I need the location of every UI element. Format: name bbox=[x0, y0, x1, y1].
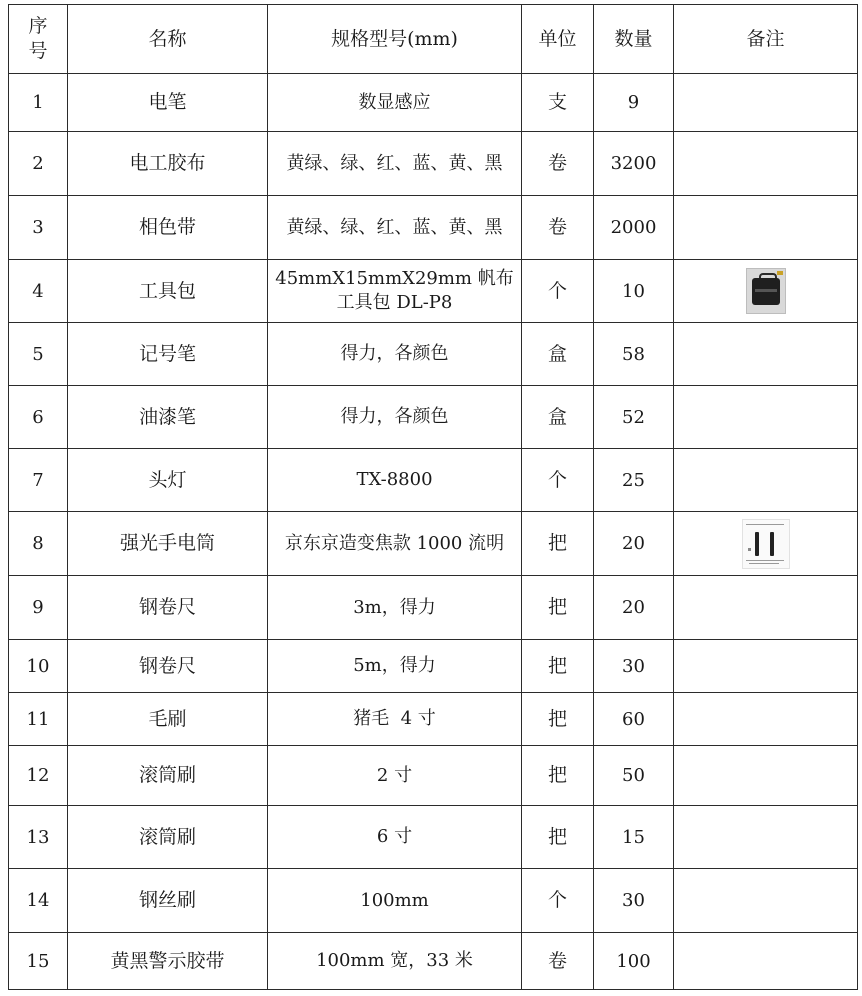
header-spec: 规格型号(mm) bbox=[268, 5, 522, 74]
cell-seq: 10 bbox=[9, 640, 68, 693]
cell-spec: 5m，得力 bbox=[268, 640, 522, 693]
cell-name: 黄黑警示胶带 bbox=[68, 933, 268, 990]
tool-bag-photo bbox=[746, 268, 786, 314]
dot-icon bbox=[748, 548, 751, 551]
table-row bbox=[9, 323, 858, 386]
cell-unit: 卷 bbox=[522, 933, 594, 990]
cell-qty: 100 bbox=[594, 933, 674, 990]
table-row bbox=[9, 640, 858, 693]
cell-name: 钢卷尺 bbox=[68, 576, 268, 640]
cell-qty: 50 bbox=[594, 746, 674, 806]
cell-qty: 3200 bbox=[594, 132, 674, 196]
cell-remark bbox=[674, 196, 858, 260]
cell-seq: 8 bbox=[9, 512, 68, 576]
header-unit: 单位 bbox=[522, 5, 594, 74]
cell-name: 电工胶布 bbox=[68, 132, 268, 196]
flashlight-icon bbox=[755, 532, 759, 556]
cell-name: 滚筒刷 bbox=[68, 806, 268, 869]
cell-qty: 58 bbox=[594, 323, 674, 386]
cell-name: 钢卷尺 bbox=[68, 640, 268, 693]
cell-seq: 13 bbox=[9, 806, 68, 869]
cell-unit: 把 bbox=[522, 693, 594, 746]
cell-remark bbox=[674, 323, 858, 386]
table-row bbox=[9, 132, 858, 196]
cell-unit: 个 bbox=[522, 869, 594, 933]
cell-unit: 把 bbox=[522, 746, 594, 806]
cell-qty: 60 bbox=[594, 693, 674, 746]
cell-spec: 2 寸 bbox=[268, 746, 522, 806]
cell-remark bbox=[674, 132, 858, 196]
caption-line-icon bbox=[749, 563, 779, 564]
cell-spec: 得力，各颜色 bbox=[268, 386, 522, 449]
cell-qty: 52 bbox=[594, 386, 674, 449]
bag-strap-icon bbox=[755, 289, 777, 292]
cell-name: 记号笔 bbox=[68, 323, 268, 386]
header-row bbox=[9, 5, 858, 74]
header-seq bbox=[9, 5, 68, 74]
cell-qty: 20 bbox=[594, 512, 674, 576]
cell-name: 相色带 bbox=[68, 196, 268, 260]
bag-tag-icon bbox=[777, 271, 783, 275]
cell-name: 电笔 bbox=[68, 74, 268, 132]
cell-name: 毛刷 bbox=[68, 693, 268, 746]
header-seq-line2: 号 bbox=[28, 40, 48, 62]
table-row bbox=[9, 74, 858, 132]
cell-unit: 卷 bbox=[522, 132, 594, 196]
cell-spec: 京东京造变焦款 1000 流明 bbox=[268, 512, 522, 576]
cell-qty: 25 bbox=[594, 449, 674, 512]
cell-spec: 黄绿、绿、红、蓝、黄、黑 bbox=[268, 196, 522, 260]
cell-seq: 9 bbox=[9, 576, 68, 640]
cell-spec: 3m，得力 bbox=[268, 576, 522, 640]
cell-unit: 把 bbox=[522, 640, 594, 693]
cell-remark bbox=[674, 260, 858, 323]
cell-remark bbox=[674, 693, 858, 746]
table-row bbox=[9, 693, 858, 746]
cell-name: 强光手电筒 bbox=[68, 512, 268, 576]
cell-spec: 100mm bbox=[268, 869, 522, 933]
cell-spec: 45mmX15mmX29mm 帆布工具包 DL-P8 bbox=[268, 260, 522, 323]
cell-spec: 黄绿、绿、红、蓝、黄、黑 bbox=[268, 132, 522, 196]
cell-seq: 2 bbox=[9, 132, 68, 196]
cell-seq: 6 bbox=[9, 386, 68, 449]
cell-qty: 2000 bbox=[594, 196, 674, 260]
table-row bbox=[9, 260, 858, 323]
cell-qty: 30 bbox=[594, 869, 674, 933]
cell-spec: 得力，各颜色 bbox=[268, 323, 522, 386]
table-row bbox=[9, 806, 858, 869]
cell-qty: 15 bbox=[594, 806, 674, 869]
flashlight-icon bbox=[770, 532, 774, 556]
table-row bbox=[9, 386, 858, 449]
cell-name: 头灯 bbox=[68, 449, 268, 512]
cell-remark bbox=[674, 512, 858, 576]
cell-spec: 6 寸 bbox=[268, 806, 522, 869]
cell-seq: 5 bbox=[9, 323, 68, 386]
cell-seq: 12 bbox=[9, 746, 68, 806]
cell-name: 滚筒刷 bbox=[68, 746, 268, 806]
cell-remark bbox=[674, 386, 858, 449]
cell-spec: TX-8800 bbox=[268, 449, 522, 512]
header-seq-line1: 序 bbox=[28, 15, 48, 37]
header-name: 名称 bbox=[68, 5, 268, 74]
cell-unit: 把 bbox=[522, 512, 594, 576]
cell-unit: 把 bbox=[522, 806, 594, 869]
cell-unit: 个 bbox=[522, 449, 594, 512]
table-row bbox=[9, 869, 858, 933]
caption-line-icon bbox=[746, 560, 784, 561]
cell-spec: 100mm 宽，33 米 bbox=[268, 933, 522, 990]
cell-unit: 卷 bbox=[522, 196, 594, 260]
table-row bbox=[9, 576, 858, 640]
cell-name: 工具包 bbox=[68, 260, 268, 323]
header-remark: 备注 bbox=[674, 5, 858, 74]
cell-seq: 4 bbox=[9, 260, 68, 323]
cell-name: 钢丝刷 bbox=[68, 869, 268, 933]
cell-remark bbox=[674, 449, 858, 512]
cell-remark bbox=[674, 933, 858, 990]
cell-remark bbox=[674, 746, 858, 806]
cell-unit: 支 bbox=[522, 74, 594, 132]
cell-spec: 数显感应 bbox=[268, 74, 522, 132]
cell-remark bbox=[674, 576, 858, 640]
table-row bbox=[9, 512, 858, 576]
materials-table bbox=[8, 4, 858, 990]
cell-seq: 14 bbox=[9, 869, 68, 933]
flashlight-photo bbox=[742, 519, 790, 569]
cell-seq: 3 bbox=[9, 196, 68, 260]
table-row bbox=[9, 196, 858, 260]
cell-qty: 30 bbox=[594, 640, 674, 693]
cell-remark bbox=[674, 806, 858, 869]
cell-unit: 个 bbox=[522, 260, 594, 323]
table-row bbox=[9, 449, 858, 512]
cell-unit: 盒 bbox=[522, 386, 594, 449]
cell-seq: 7 bbox=[9, 449, 68, 512]
cell-remark bbox=[674, 74, 858, 132]
cell-qty: 9 bbox=[594, 74, 674, 132]
cell-spec: 猪毛 4 寸 bbox=[268, 693, 522, 746]
cell-seq: 1 bbox=[9, 74, 68, 132]
header-line-icon bbox=[746, 524, 784, 525]
cell-remark bbox=[674, 640, 858, 693]
cell-seq: 15 bbox=[9, 933, 68, 990]
cell-unit: 盒 bbox=[522, 323, 594, 386]
cell-unit: 把 bbox=[522, 576, 594, 640]
header-qty: 数量 bbox=[594, 5, 674, 74]
cell-seq: 11 bbox=[9, 693, 68, 746]
cell-qty: 10 bbox=[594, 260, 674, 323]
table-row bbox=[9, 746, 858, 806]
table-row bbox=[9, 933, 858, 990]
cell-qty: 20 bbox=[594, 576, 674, 640]
cell-name: 油漆笔 bbox=[68, 386, 268, 449]
cell-remark bbox=[674, 869, 858, 933]
